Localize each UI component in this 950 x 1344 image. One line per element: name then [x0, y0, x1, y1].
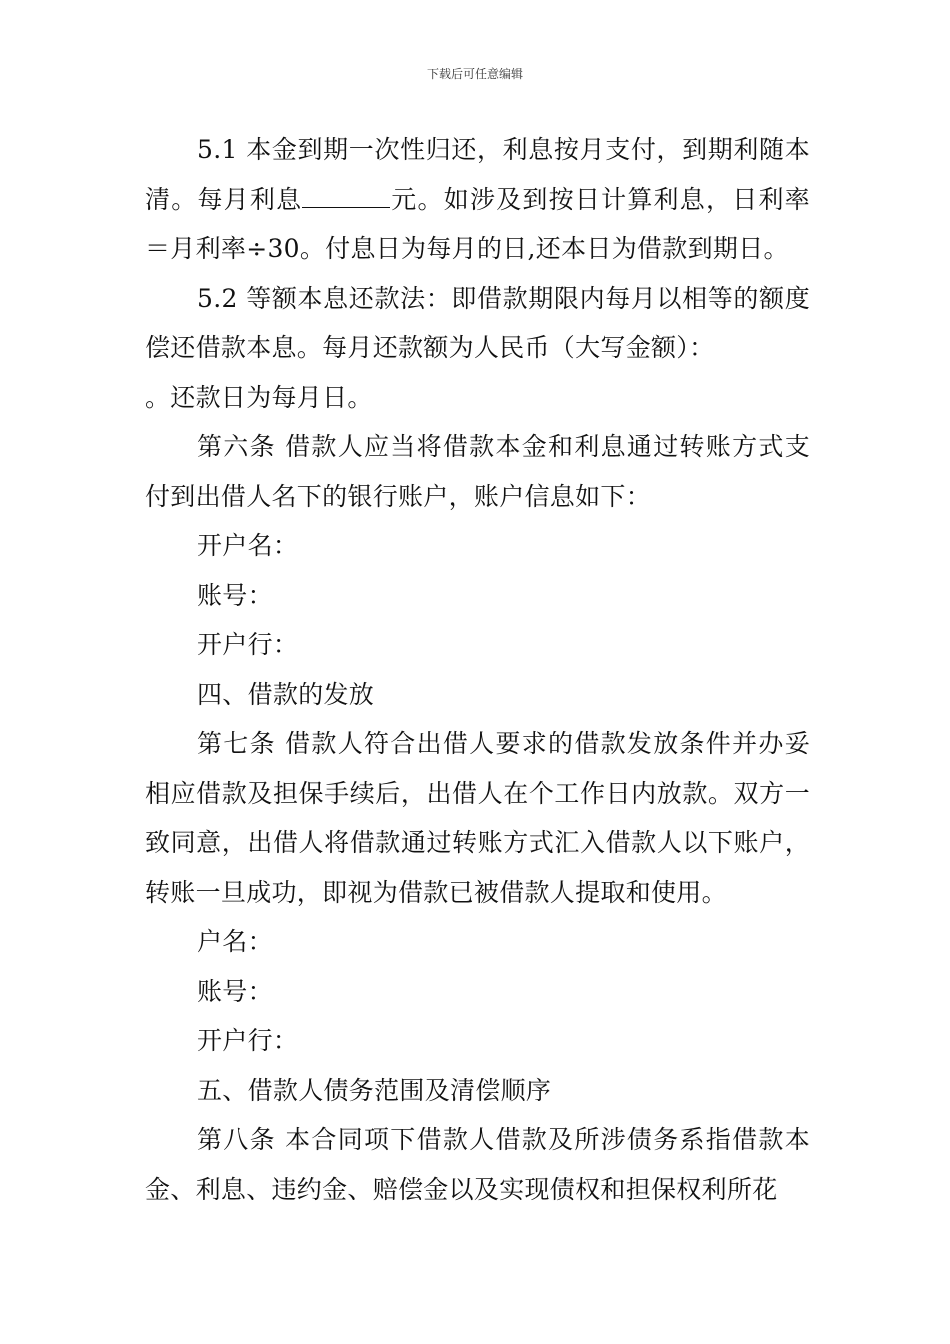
clause-5-2: 5.2 等额本息还款法：即借款期限内每月以相等的额度偿还借款本息。每月还款额为人民币（大写金额）： — [145, 283, 810, 362]
page-header: 下载后可任意编辑 — [426, 67, 523, 81]
section-4-heading: 四、借款的发放 — [197, 679, 375, 709]
section-5-heading: 五、借款人债务范围及清偿顺序 — [197, 1075, 552, 1105]
article-7-bank: 开户行： — [197, 1026, 299, 1055]
article-7-account-name: 户名： — [197, 927, 273, 956]
article-7: 第七条 借款人符合出借人要求的借款发放条件并办妥相应借款及担保手续后，出借人在个工作日内放款。双方一致同意，出借人将借款通过转账方式汇入借款人以下账户，转账一旦成功，即视为借款已被借款人提取和使用。 — [145, 729, 810, 907]
article-6-account-number: 账号： — [197, 580, 273, 610]
article-6: 第六条 借款人应当将借款本金和利息通过转账方式支付到出借人名下的银行账户，账户信息如下： — [145, 432, 810, 511]
interest-amount-blank — [302, 187, 390, 208]
clause-5-1-text-a: 5.1 本金到期一次性归还，利息按月支付，到期利随本清。每月利息 — [145, 135, 810, 214]
clause-5-1 — [145, 125, 810, 274]
article-6-bank: 开户行： — [197, 630, 299, 659]
clause-5-1-text-b: 元。如涉及到按日计算利息，日利率＝月利率÷30。付息日为每月的日,还本日为借款到期日。 — [145, 184, 810, 263]
article-7-account-number: 账号： — [197, 976, 273, 1006]
article-8: 第八条 本合同项下借款人借款及所涉债务系指借款本金、利息、违约金、赔偿金以及实现债权和担保权利所花 — [145, 1125, 810, 1204]
clause-5-2-continuation: 。还款日为每月日。 — [145, 382, 373, 412]
document-body — [145, 125, 810, 1214]
article-6-account-name: 开户名： — [197, 531, 299, 560]
